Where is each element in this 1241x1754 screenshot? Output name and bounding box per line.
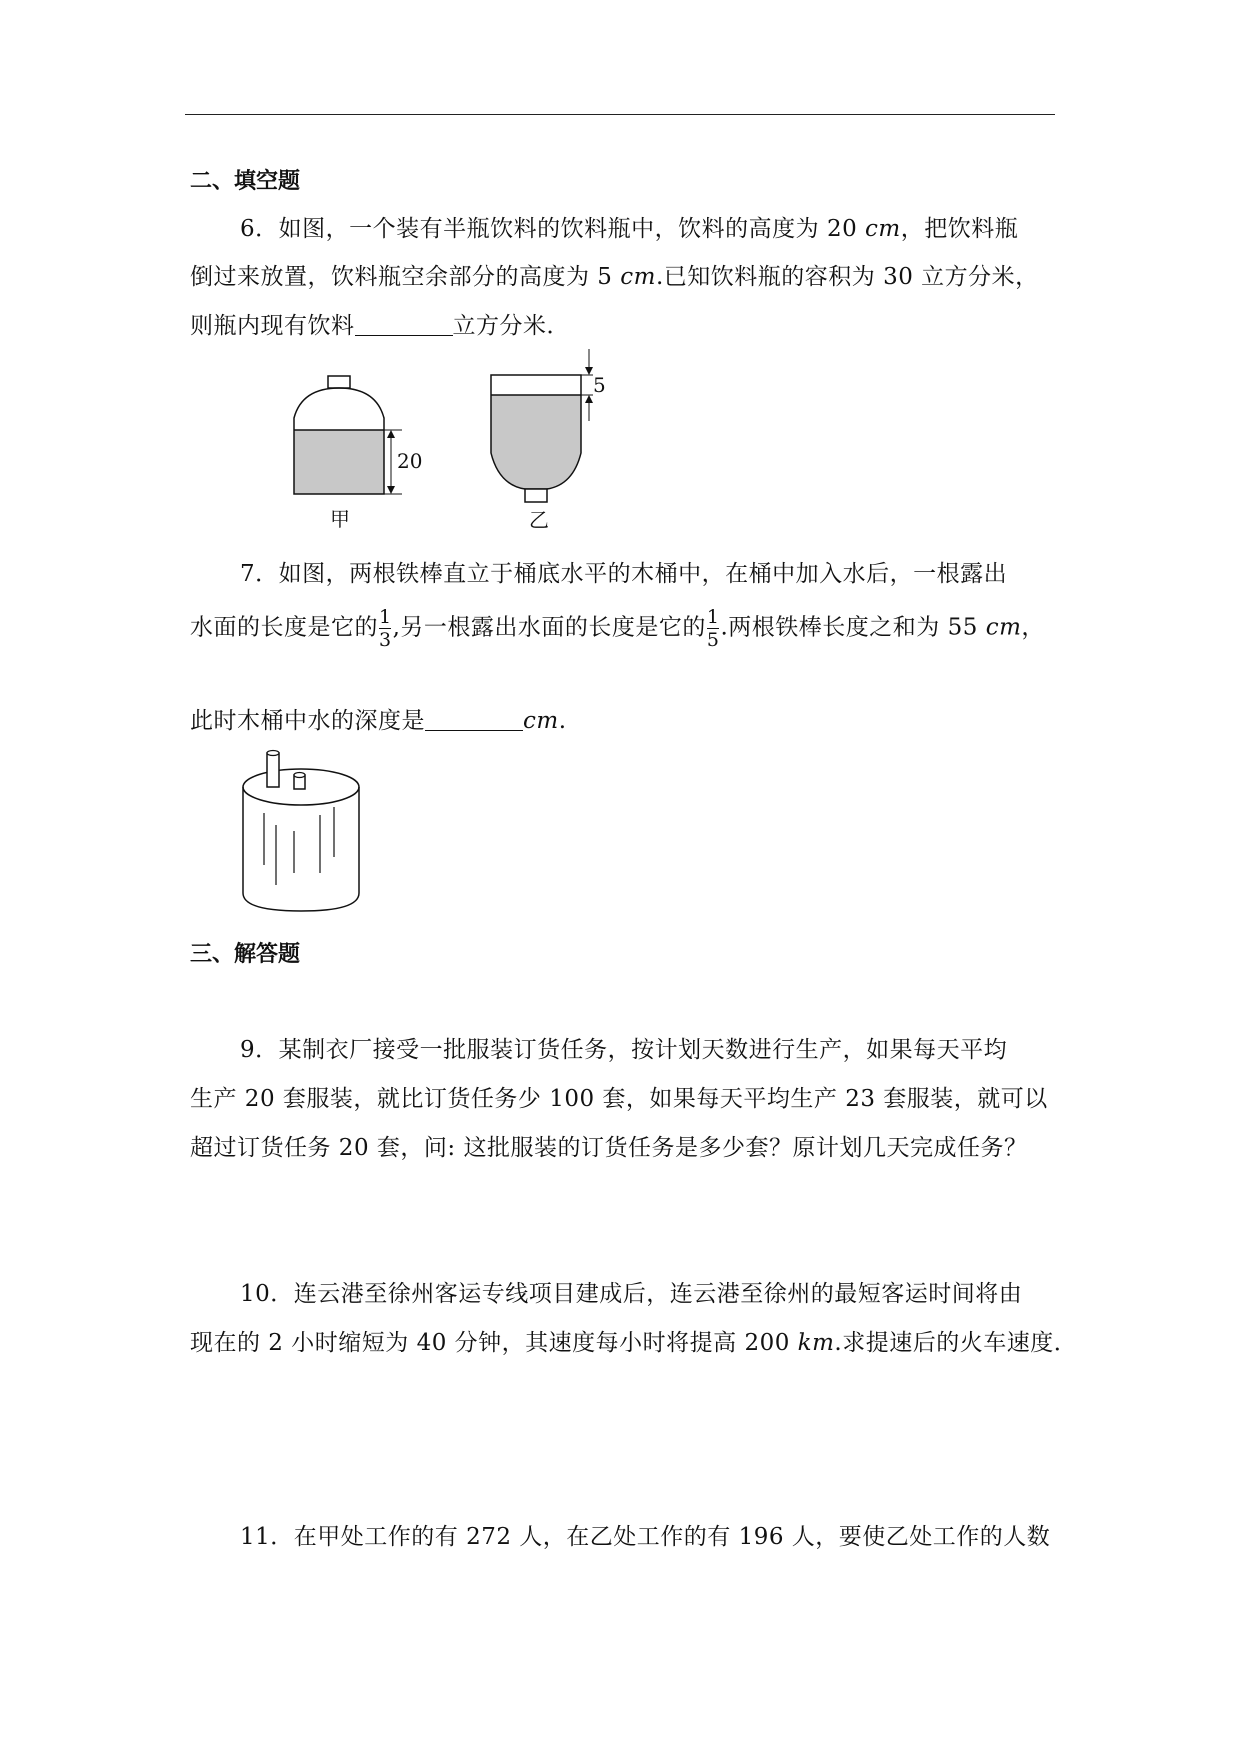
q7-line-1: 7．如图，两根铁棒直立于桶底水平的木桶中，在桶中加入水后，一根露出	[240, 561, 1008, 587]
q9-line-2: 生产 20 套服装，就比订货任务少 100 套，如果每天平均生产 23 套服装，就可以	[190, 1086, 1048, 1112]
dim-label-20: 20	[397, 449, 423, 473]
q7-line-3: 此时木桶中水的深度是 cm.	[190, 708, 567, 734]
section-title-fill-in: 二、填空题	[190, 169, 301, 194]
header-rule	[185, 114, 1055, 115]
dim-label-5: 5	[593, 373, 606, 397]
q6-line-3: 则瓶内现有饮料 立方分米．	[190, 313, 570, 339]
q7-answer-blank[interactable]	[425, 707, 523, 731]
bottle-figure-b	[485, 345, 625, 540]
figure-label-yi: 乙	[529, 508, 549, 532]
q9-line-1: 9．某制衣厂接受一批服装订货任务，按计划天数进行生产，如果每天平均	[240, 1037, 1008, 1063]
q10-line-1: 10．连云港至徐州客运专线项目建成后，连云港至徐州的最短客运时间将由	[240, 1281, 1023, 1307]
q10-line-2: 现在的 2 小时缩短为 40 分钟，其速度每小时将提高 200 km.求提速后的火车速度．	[190, 1330, 1078, 1356]
q9-line-3: 超过订货任务 20 套，问: 这批服装的订货任务是多少套？原计划几天完成任务？	[190, 1135, 1028, 1161]
q6-line-1: 6．如图，一个装有半瓶饮料的饮料瓶中，饮料的高度为 20 cm，把饮料瓶	[240, 216, 1019, 242]
section-title-solve: 三、解答题	[190, 942, 301, 967]
bottle-figure-a	[290, 370, 430, 540]
q6-line-2: 倒过来放置，饮料瓶空余部分的高度为 5 cm.已知饮料瓶的容积为 30 立方分米，	[190, 264, 1039, 290]
figure-label-jia: 甲	[330, 507, 350, 531]
fraction-one-fifth: $\frac{1}{5}$	[706, 606, 720, 651]
q11-line-1: 11．在甲处工作的有 272 人，在乙处工作的有 196 人，要使乙处工作的人数	[240, 1524, 1051, 1550]
q7-line-2: 水面的长度是它的 $\frac{1}{3}$ ,另一根露出水面的长度是它的 $\frac{1}{5}$ .两根铁棒长度之和为 55 cm，	[190, 606, 1045, 651]
fraction-one-third: $\frac{1}{3}$	[379, 606, 392, 651]
q6-answer-blank[interactable]	[355, 312, 453, 336]
bucket-figure	[240, 745, 370, 920]
